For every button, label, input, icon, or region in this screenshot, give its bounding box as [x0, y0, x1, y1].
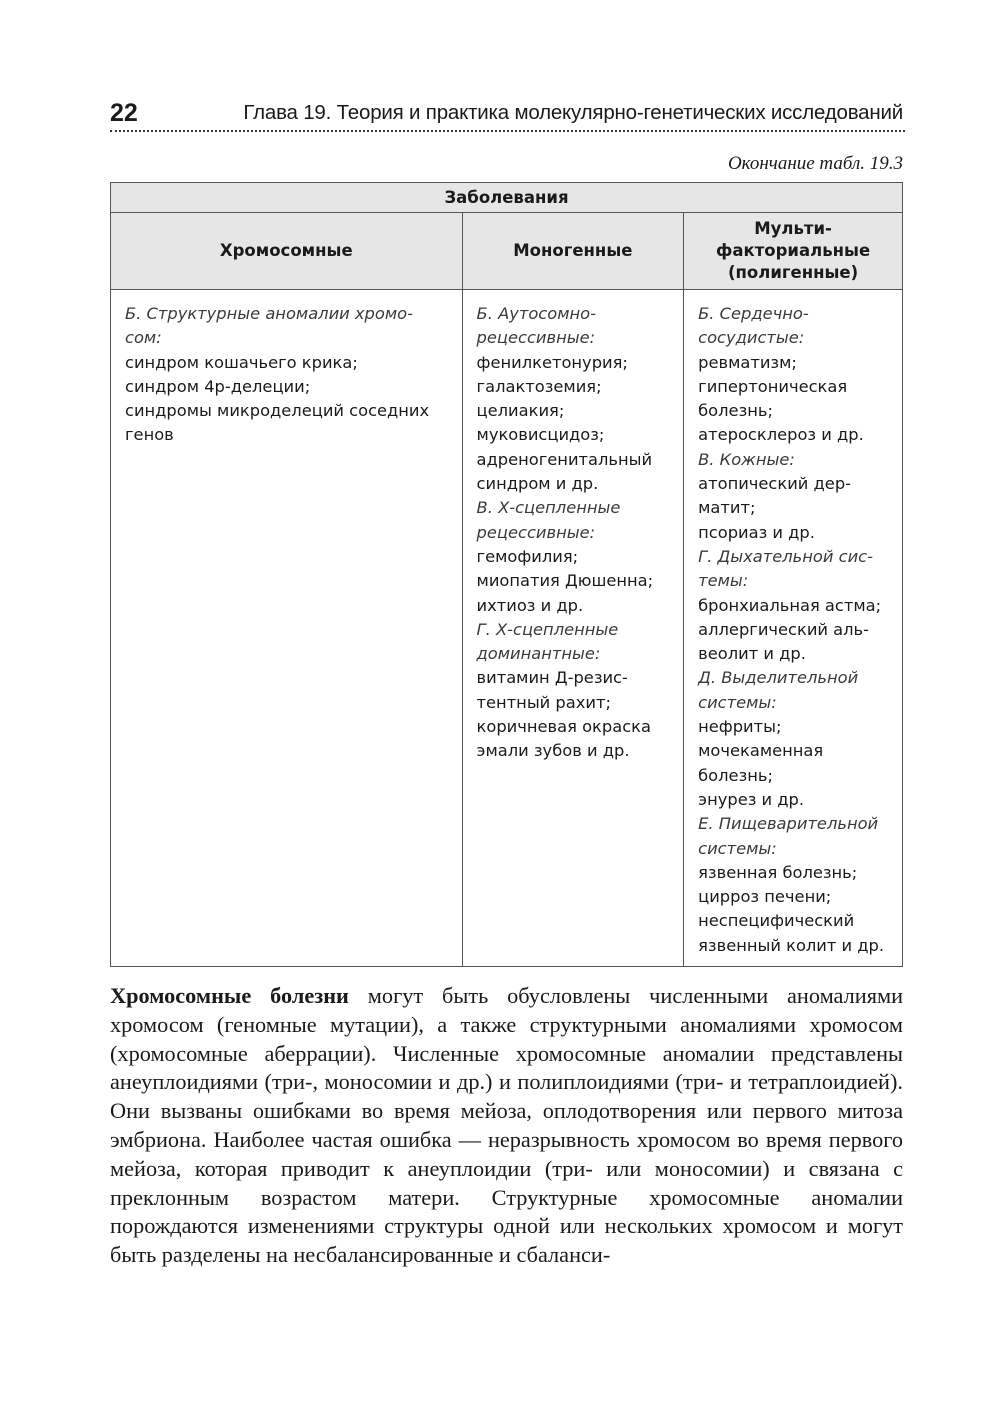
disease-item: синдромы микроделеций соседних: [125, 401, 430, 421]
disease-item: язвенная болезнь;: [698, 862, 858, 882]
disease-item: синдром и др.: [476, 474, 599, 494]
disease-item: тентный рахит;: [476, 692, 611, 712]
disease-item: синдром 4р-делеции;: [125, 376, 311, 396]
category-label: темы:: [698, 571, 749, 591]
column-header-chromosomal: [111, 213, 463, 290]
category-label: рецессивные:: [476, 522, 596, 542]
column-header-line: Моногенные: [513, 241, 633, 260]
page-header: [110, 96, 903, 130]
disease-item: язвенный колит и др.: [698, 935, 885, 955]
disease-item: матит;: [698, 498, 756, 518]
disease-item: витамин Д-резис-: [476, 668, 628, 688]
category-label: Е. Пищеварительной: [698, 814, 879, 834]
category-label: рецессивные:: [476, 328, 596, 348]
category-label: Б. Структурные аномалии хромо-: [125, 304, 413, 323]
page-number: 22: [110, 99, 138, 127]
disease-item: галактоземия;: [476, 376, 602, 396]
category-label: В. Х-сцепленные: [476, 498, 621, 518]
disease-item: псориаз и др.: [698, 522, 815, 542]
body-paragraph: [110, 982, 903, 1270]
column-header-multifactorial: [684, 213, 903, 290]
disease-item: ихтиоз и др.: [476, 595, 584, 615]
disease-item: нефриты;: [698, 717, 782, 737]
table-caption: Окончание табл. 19.3: [727, 153, 903, 174]
disease-item: адреногенитальный: [476, 449, 653, 469]
disease-item: муковисцидоз;: [476, 425, 605, 445]
column-header-line: (полигенные): [727, 263, 859, 282]
category-label: доминантные:: [476, 644, 601, 664]
disease-item: болезнь;: [698, 765, 773, 785]
category-label: Г. Дыхательной сис-: [698, 546, 873, 566]
column-header-monogenic: [462, 213, 684, 290]
column-header-line: Мульти-: [754, 219, 832, 238]
disease-item: неспецифический: [698, 911, 855, 931]
disease-item: энурез и др.: [698, 789, 805, 809]
cell-monogenic: [462, 290, 684, 967]
disease-item: мочекаменная: [698, 741, 824, 761]
disease-item: миопатия Дюшенна;: [476, 571, 654, 591]
diseases-table: [110, 182, 903, 967]
disease-item: гипертоническая: [698, 376, 848, 396]
cell-chromosomal: [111, 290, 463, 967]
disease-item: целиакия;: [476, 401, 565, 421]
category-label: Д. Выделительной: [698, 668, 859, 688]
term-chromosomal-diseases: Хромосомные болезни: [110, 983, 349, 1008]
category-label: Г. Х-сцепленные: [476, 619, 619, 639]
category-label: Б. Аутосомно-: [476, 304, 596, 323]
disease-item: коричневая окраска: [476, 717, 651, 737]
disease-item: синдром кошачьего крика;: [125, 352, 358, 372]
table-group-header: Заболевания: [111, 183, 903, 213]
disease-item: атопический дер-: [698, 474, 852, 494]
paragraph-text: могут быть обусловлены численными аномалиями хромосом (геномные мутации), а также структурными аномалиями хромосом (хромосомные аберрации). Численные хромосомные аномалии представлены анеуплоидиями (три-, моносомии и др.) и полиплоидиями (три- и тетраплоидией). Они вызваны ошибками во время мейоза, оплодотворения или первого митоза эмбриона. Наиболее частая ошибка — неразрывность хромосом во время первого мейоза, которая приводит к анеуплоидии (три- или моносомии) и связана с преклонным возрастом матери. Структурные хромосомные аномалии порождаются изменениями структуры одной или нескольких хромосом и могут быть разделены на несбалансированные и сбаланси-: [110, 983, 903, 1268]
column-header-line: факториальные: [716, 241, 871, 260]
disease-item: гемофилия;: [476, 546, 579, 566]
category-label: сом:: [125, 328, 162, 348]
disease-item: бронхиальная астма;: [698, 595, 882, 615]
disease-item: генов: [125, 425, 174, 445]
category-label: В. Кожные:: [698, 449, 795, 469]
table-row: [111, 290, 903, 967]
disease-item: фенилкетонурия;: [476, 352, 628, 372]
disease-item: цирроз печени;: [698, 887, 832, 907]
header-dotted-rule: [110, 130, 905, 132]
disease-item: эмали зубов и др.: [476, 741, 630, 761]
category-label: системы:: [698, 692, 777, 712]
disease-item: атеросклероз и др.: [698, 425, 864, 445]
disease-item: ревматизм;: [698, 352, 797, 372]
disease-item: аллергический аль-: [698, 619, 870, 639]
running-title: Глава 19. Теория и практика молекулярно-генетических исследований: [243, 101, 903, 124]
disease-item: веолит и др.: [698, 644, 806, 664]
disease-item: болезнь;: [698, 401, 773, 421]
column-header-line: Хромосомные: [219, 241, 353, 260]
category-label: Б. Сердечно-: [698, 304, 809, 323]
cell-multifactorial: [684, 290, 903, 967]
category-label: системы:: [698, 838, 777, 858]
category-label: сосудистые:: [698, 328, 805, 348]
